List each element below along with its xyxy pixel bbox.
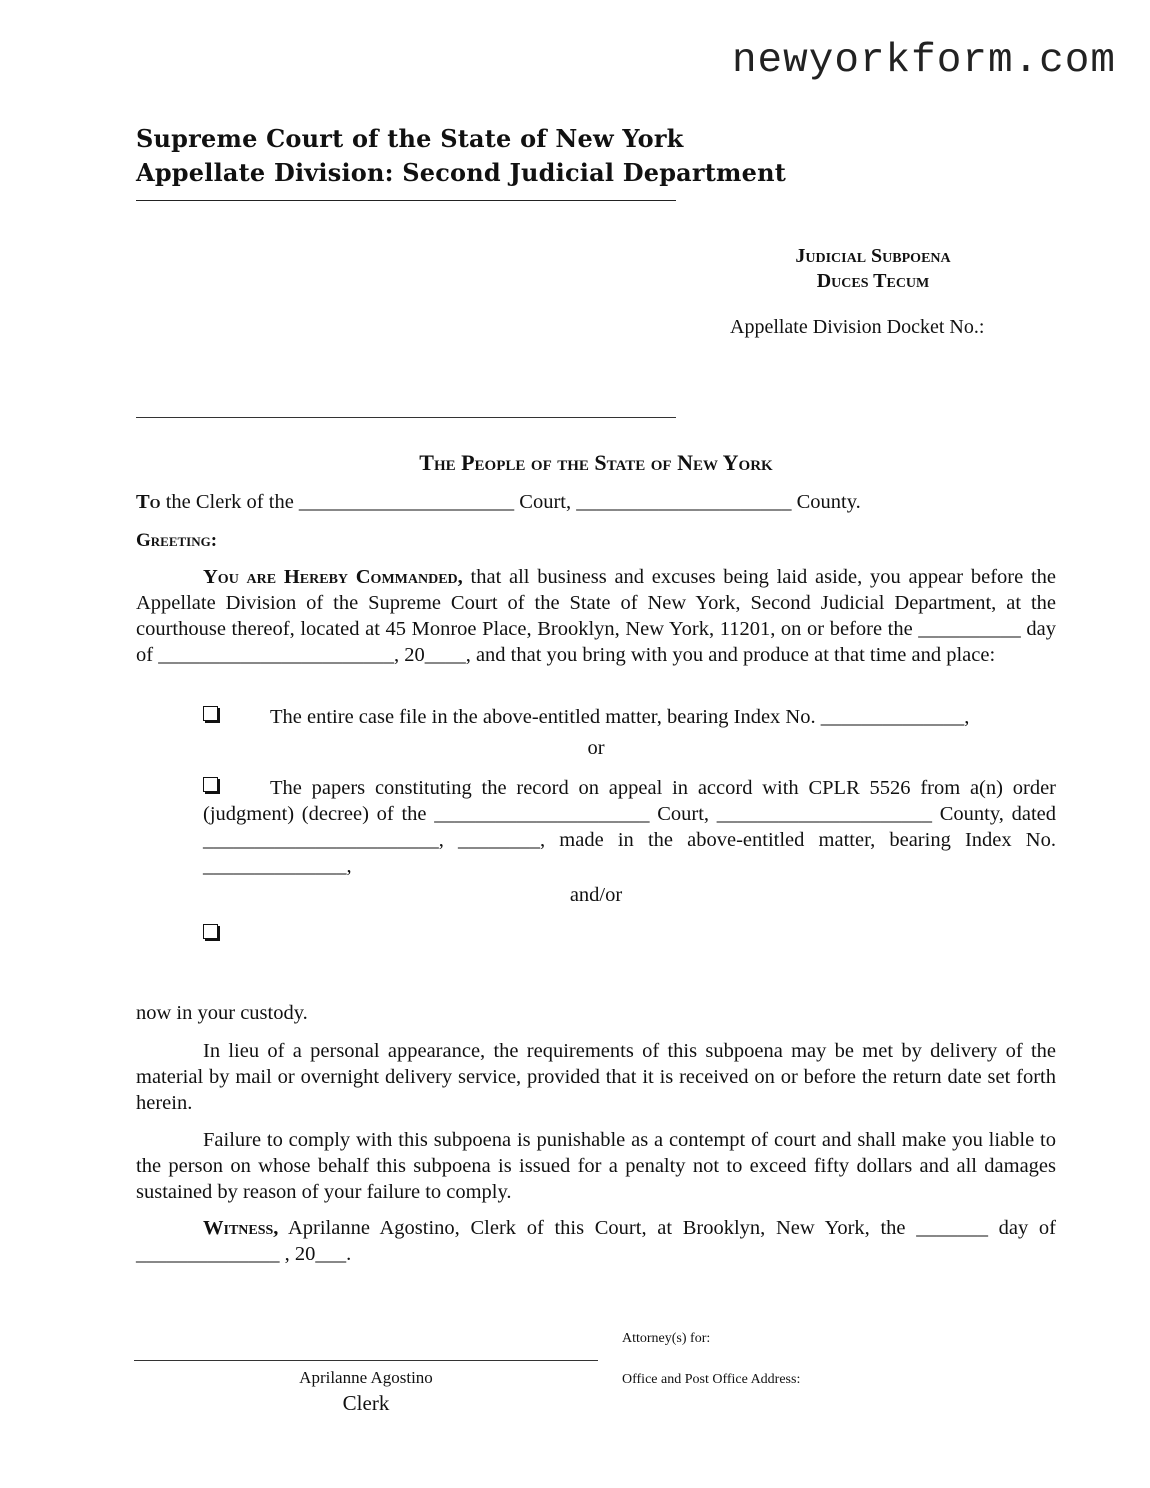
watermark-text: newyorkform.com bbox=[731, 38, 1116, 84]
court-heading-line2: Appellate Division: Second Judicial Department bbox=[136, 158, 787, 187]
checkbox-icon bbox=[203, 924, 218, 939]
court-name-blank: _____________________ bbox=[298, 491, 515, 513]
to-text-3: County. bbox=[791, 491, 861, 513]
command-lead: You are Hereby Commanded, bbox=[203, 566, 463, 588]
lieu-paragraph: In lieu of a personal appearance, the requirements of this subpoena may be met by delivery of the material by mail or overnight delivery service, provided that it is received on or before the return date set forth herein. bbox=[136, 1040, 1056, 1114]
witness-paragraph bbox=[136, 1215, 1056, 1267]
option3-checkbox[interactable] bbox=[203, 924, 218, 943]
court-heading-line1: Supreme Court of the State of New York bbox=[136, 124, 684, 153]
to-clerk-line bbox=[136, 489, 1056, 515]
greeting-label: Greeting: bbox=[136, 530, 218, 551]
option2-text: The papers constituting the record on appeal in accord with CPLR 5526 from a(n) order (judgment) (decree) of the _____________________ Court, _____________________ County, dated _______________________, ________, made in the above-entitled matter, bearing Index No. ______________, bbox=[203, 777, 1056, 877]
or-separator: or bbox=[587, 737, 605, 759]
to-text-1: the Clerk of the bbox=[160, 491, 299, 513]
caption-signature-line bbox=[136, 417, 676, 418]
court-heading bbox=[136, 122, 786, 190]
document-title-line1: Judicial Subpoena bbox=[795, 245, 951, 267]
command-paragraph bbox=[136, 564, 1056, 668]
witness-body: Aprilanne Agostino, Clerk of this Court, at Brooklyn, New York, the _______ day of ______________ , 20___. bbox=[136, 1217, 1056, 1265]
clerk-title: Clerk bbox=[342, 1391, 390, 1415]
witness-lead: Witness, bbox=[203, 1217, 279, 1239]
custody-line: now in your custody. bbox=[136, 1002, 308, 1024]
clerk-name: Aprilanne Agostino bbox=[299, 1368, 433, 1387]
attorney-for-label: Attorney(s) for: bbox=[622, 1331, 711, 1346]
to-label: To bbox=[136, 491, 161, 513]
clerk-signature-line bbox=[134, 1360, 598, 1361]
option1-text: The entire case file in the above-entitled matter, bearing Index No. ______________, bbox=[270, 706, 970, 728]
document-title-line2: Duces Tecum bbox=[816, 270, 930, 292]
docket-number-label: Appellate Division Docket No.: bbox=[730, 316, 985, 338]
and-or-separator: and/or bbox=[569, 884, 623, 906]
people-heading: The People of the State of New York bbox=[419, 450, 773, 475]
failure-paragraph: Failure to comply with this subpoena is punishable as a contempt of court and shall make you liable to the person on whose behalf this subpoena is issued for a penalty not to exceed fifty dollars and all damages sustained by reason of your failure to comply. bbox=[136, 1129, 1056, 1203]
heading-underline bbox=[136, 200, 676, 201]
checkbox-icon bbox=[203, 706, 218, 721]
document-title bbox=[730, 244, 1016, 294]
to-text-2: Court, bbox=[514, 491, 577, 513]
option1-checkbox[interactable] bbox=[203, 706, 218, 725]
county-name-blank: _____________________ bbox=[576, 491, 792, 513]
office-address-label: Office and Post Office Address: bbox=[622, 1372, 801, 1387]
command-body: that all business and excuses being laid aside, you appear before the Appellate Division of the Supreme Court of the State of New York, Second Judicial Department, at the courthouse thereof, located at 45 Monroe Place, Brooklyn, New York, 11201, on or before the __________ day of _______________________, 20____, and that you bring with you and produce at that time and place: bbox=[136, 566, 1057, 666]
